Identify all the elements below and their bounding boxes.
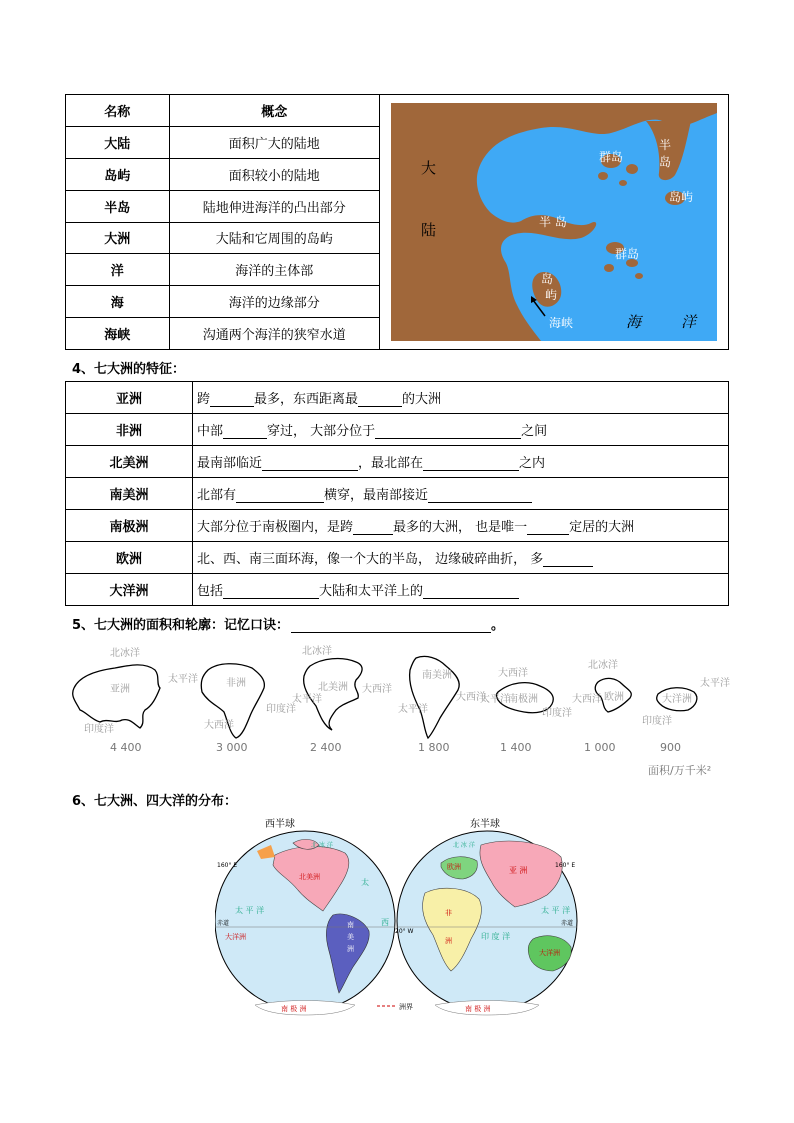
fill-blank[interactable] xyxy=(223,585,319,599)
map-label-archipelago: 群岛 xyxy=(599,150,624,164)
desc-text: 横穿，最南部接近 xyxy=(324,488,429,503)
label-ocean: 北冰洋 xyxy=(588,660,618,671)
hemispheres-map xyxy=(215,815,580,1024)
east-label-pacific: 太 平 洋 xyxy=(541,906,571,915)
mnemonic-blank[interactable] xyxy=(291,619,491,633)
map-label-peninsula: 半 岛 xyxy=(539,215,567,229)
desc-text: 的大洲 xyxy=(402,392,442,407)
desc-text: 跨 xyxy=(197,392,211,407)
desc-text: 北部有 xyxy=(197,488,237,503)
west-hemisphere-title: 西半球 xyxy=(265,819,295,830)
map-label-ocean: 海 xyxy=(626,313,642,331)
area-value: 1 000 xyxy=(584,741,616,754)
map-label-mainland: 陆 xyxy=(421,221,437,239)
map-label-peninsula: 半 xyxy=(659,138,672,152)
desc-text: 大陆和太平洋上的 xyxy=(319,584,424,599)
continent-features-table xyxy=(65,381,729,606)
west-label-south-america: 洲 xyxy=(347,945,354,953)
east-20w-label: 20° W xyxy=(395,928,414,935)
section-5-title xyxy=(72,614,504,633)
boundary-legend-label: 洲界 xyxy=(399,1003,413,1011)
area-value: 2 400 xyxy=(310,741,342,754)
continent-name: 南美洲 xyxy=(66,478,193,510)
fill-blank[interactable] xyxy=(358,393,402,407)
table-row xyxy=(66,414,729,446)
west-label-north-america: 北美洲 xyxy=(299,873,320,881)
west-label-antarctica: 南 极 洲 xyxy=(281,1005,307,1013)
fill-blank[interactable] xyxy=(543,553,593,567)
term-cell: 半岛 xyxy=(66,190,169,222)
table-row xyxy=(66,574,729,606)
continent-name: 亚洲 xyxy=(66,382,193,414)
fill-blank[interactable] xyxy=(262,457,358,471)
label-ocean: 印度洋 xyxy=(84,724,114,735)
definition-cell: 大陆和它周围的岛屿 xyxy=(169,222,379,254)
concept-section xyxy=(65,94,729,350)
term-cell: 大洲 xyxy=(66,222,169,254)
label-continent: 欧洲 xyxy=(604,692,624,703)
west-equator-label: 赤道 xyxy=(217,920,230,927)
continent-outlines-row xyxy=(60,640,740,780)
table-row xyxy=(66,222,379,254)
section-5-text: 5、七大洲的面积和轮廓：记忆口诀： xyxy=(72,618,290,633)
east-label-arctic: 北 冰 洋 xyxy=(453,842,475,849)
map-label-island: 屿 xyxy=(545,288,558,302)
label-ocean: 太平洋 xyxy=(700,678,730,689)
section-4-title: 4、七大洲的特征： xyxy=(72,362,186,377)
feature-desc xyxy=(193,446,729,478)
desc-text: 之内 xyxy=(519,456,546,471)
table-row xyxy=(66,286,379,318)
definition-cell: 海洋的主体部 xyxy=(169,254,379,286)
map-label-peninsula: 岛 xyxy=(659,155,672,169)
desc-text: 最多，东西距离最 xyxy=(254,392,359,407)
continent-name: 南极洲 xyxy=(66,510,193,542)
label-ocean: 印度洋 xyxy=(542,708,572,719)
fill-blank[interactable] xyxy=(423,457,519,471)
concept-table xyxy=(66,95,379,349)
west-label-south-america: 南 xyxy=(347,921,354,929)
feature-desc xyxy=(193,382,729,414)
west-label-pacific: 太 平 洋 xyxy=(235,906,265,915)
label-continent: 南极洲 xyxy=(508,694,538,705)
desc-text: 最南部临近 xyxy=(197,456,263,471)
continent-name: 欧洲 xyxy=(66,542,193,574)
table-row xyxy=(66,542,729,574)
desc-text: 定居的大洲 xyxy=(569,520,635,535)
definition-cell: 面积广大的陆地 xyxy=(169,127,379,159)
term-cell: 海峡 xyxy=(66,317,169,349)
continent-name: 大洋洲 xyxy=(66,574,193,606)
landform-map xyxy=(379,95,728,349)
label-ocean: 印度洋 xyxy=(642,716,672,727)
landform-map-svg xyxy=(391,103,717,341)
fill-blank[interactable] xyxy=(236,489,324,503)
feature-desc xyxy=(193,542,729,574)
label-ocean: 大西洋 xyxy=(204,720,234,731)
east-hemisphere-title: 东半球 xyxy=(470,819,500,830)
east-label-oceania: 大洋洲 xyxy=(539,949,560,957)
desc-text: 最多的大洲， 也是唯一 xyxy=(393,520,528,535)
feature-desc xyxy=(193,574,729,606)
label-ocean: 太平洋 xyxy=(168,674,198,685)
label-ocean: 太平洋 xyxy=(292,694,322,705)
west-label-south-america: 美 xyxy=(347,933,354,941)
term-cell: 洋 xyxy=(66,254,169,286)
label-continent: 大洋洲 xyxy=(662,694,692,705)
table-row xyxy=(66,317,379,349)
archipelago-island xyxy=(604,264,614,272)
definition-cell: 面积较小的陆地 xyxy=(169,159,379,191)
map-label-island: 岛 xyxy=(541,272,554,286)
label-ocean: 北冰洋 xyxy=(110,648,140,659)
label-continent: 北美洲 xyxy=(318,682,348,693)
label-continent: 南美洲 xyxy=(422,670,452,681)
desc-text: 之间 xyxy=(521,424,548,439)
asia-outline xyxy=(73,665,160,728)
area-value: 4 400 xyxy=(110,741,142,754)
table-row xyxy=(66,478,729,510)
fill-blank[interactable] xyxy=(353,521,393,535)
fill-blank[interactable] xyxy=(527,521,569,535)
header-cell: 概念 xyxy=(169,95,379,127)
term-cell: 岛屿 xyxy=(66,159,169,191)
area-value: 1 400 xyxy=(500,741,532,754)
east-longitude-label: 160° E xyxy=(555,862,576,869)
east-label-asia: 亚 洲 xyxy=(509,866,528,875)
table-row xyxy=(66,190,379,222)
continent-name: 北美洲 xyxy=(66,446,193,478)
east-label-africa: 洲 xyxy=(445,937,452,945)
label-ocean: 太平洋 xyxy=(398,704,428,715)
desc-text: ，最北部在 xyxy=(358,456,424,471)
map-label-mainland: 大 xyxy=(421,159,437,177)
archipelago-island xyxy=(635,273,643,279)
west-label-atlantic: 西 xyxy=(381,918,389,927)
fill-blank[interactable] xyxy=(428,489,532,503)
continent-outlines-svg xyxy=(60,640,740,760)
west-label-oceania: 大洋洲 xyxy=(225,933,246,941)
east-label-indian: 印 度 洋 xyxy=(481,932,511,941)
table-row xyxy=(66,254,379,286)
fill-blank[interactable] xyxy=(223,425,267,439)
east-equator-label: 赤道 xyxy=(561,920,574,927)
west-label-arctic: 北 冰 洋 xyxy=(311,842,333,849)
label-continent: 亚洲 xyxy=(110,684,130,695)
west-label-atlantic: 太 xyxy=(361,878,369,887)
desc-text: 包括 xyxy=(197,584,224,599)
label-ocean: 大西洋 xyxy=(456,692,486,703)
section-5-end: 。 xyxy=(491,618,505,633)
east-label-africa: 非 xyxy=(445,909,452,917)
desc-text: 中部 xyxy=(197,424,224,439)
fill-blank[interactable] xyxy=(375,425,521,439)
continent-name: 非洲 xyxy=(66,414,193,446)
area-value: 1 800 xyxy=(418,741,450,754)
label-ocean: 大西洋 xyxy=(572,694,602,705)
header-cell: 名称 xyxy=(66,95,169,127)
map-label-strait: 海峡 xyxy=(549,316,574,330)
area-value: 900 xyxy=(660,741,681,754)
definition-cell: 沟通两个海洋的狭窄水道 xyxy=(169,317,379,349)
fill-blank[interactable] xyxy=(210,393,254,407)
table-row xyxy=(66,510,729,542)
feature-desc xyxy=(193,414,729,446)
label-ocean: 北冰洋 xyxy=(302,646,332,657)
definition-cell: 陆地伸进海洋的凸出部分 xyxy=(169,190,379,222)
section-6-title: 6、七大洲、四大洋的分布： xyxy=(72,794,238,809)
label-ocean: 印度洋 xyxy=(266,704,296,715)
archipelago-island xyxy=(626,164,638,174)
fill-blank[interactable] xyxy=(423,585,519,599)
desc-text: 穿过， 大部分位于 xyxy=(267,424,376,439)
table-row xyxy=(66,127,379,159)
feature-desc xyxy=(193,510,729,542)
archipelago-island xyxy=(598,172,608,180)
label-ocean: 大西洋 xyxy=(498,668,528,679)
map-label-island: 岛屿 xyxy=(669,190,694,204)
east-label-europe: 欧洲 xyxy=(447,863,461,871)
label-continent: 非洲 xyxy=(226,678,246,689)
term-cell: 大陆 xyxy=(66,127,169,159)
hemispheres-svg xyxy=(215,815,580,1020)
desc-text: 大部分位于南极圈内，是跨 xyxy=(197,520,354,535)
label-ocean: 太平洋 xyxy=(480,694,510,705)
table-row xyxy=(66,382,729,414)
east-label-antarctica: 南 极 洲 xyxy=(465,1005,491,1013)
table-header-row xyxy=(66,95,379,127)
archipelago-island xyxy=(619,180,627,186)
desc-text: 北、西、南三面环海，像一个大的半岛， 边缘破碎曲折， 多 xyxy=(197,552,544,567)
map-label-archipelago: 群岛 xyxy=(615,247,640,261)
map-label-ocean: 洋 xyxy=(681,313,697,331)
definition-cell: 海洋的边缘部分 xyxy=(169,286,379,318)
area-unit: 面积/万千米² xyxy=(648,764,712,777)
west-longitude-label: 160° E xyxy=(217,862,238,869)
feature-desc xyxy=(193,478,729,510)
table-row xyxy=(66,446,729,478)
table-row xyxy=(66,159,379,191)
label-ocean: 大西洋 xyxy=(362,684,392,695)
area-value: 3 000 xyxy=(216,741,248,754)
south-america-outline xyxy=(410,656,460,738)
term-cell: 海 xyxy=(66,286,169,318)
